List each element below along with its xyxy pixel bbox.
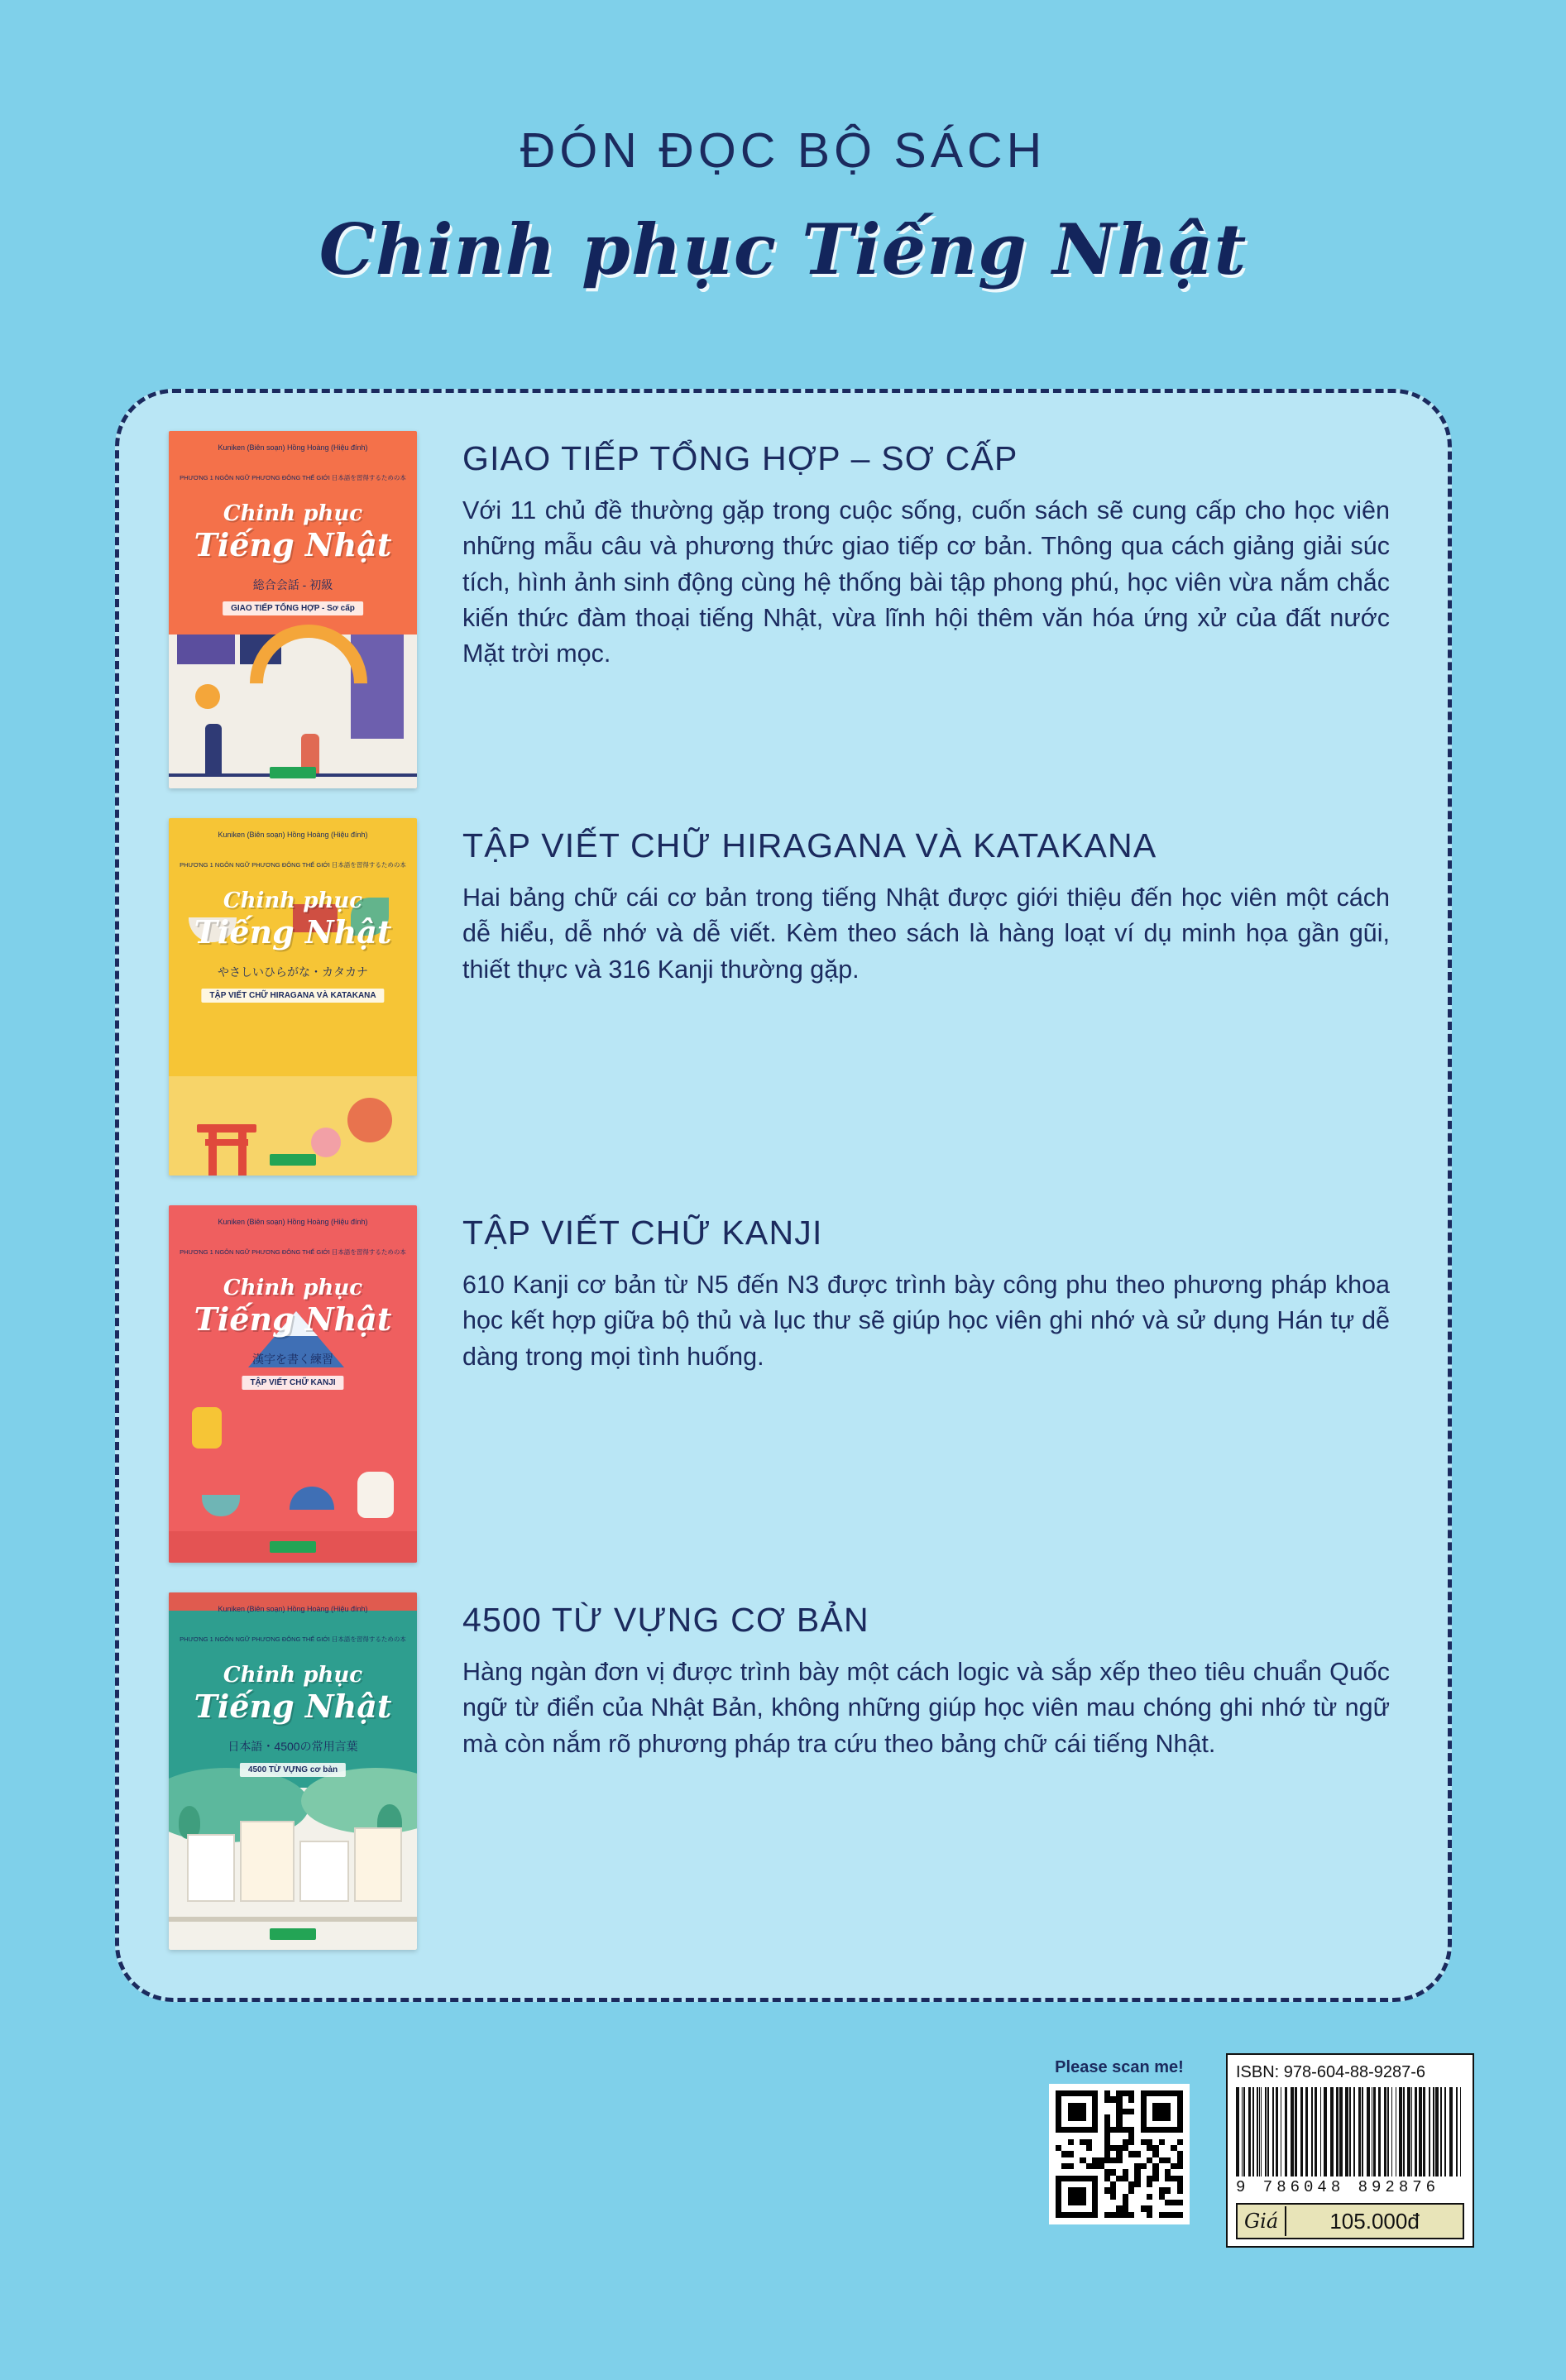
cover-series-title: [169, 502, 417, 563]
cover-japanese-title: 総合会話 - 初級: [252, 578, 333, 591]
book-description: 610 Kanji cơ bản từ N5 đến N3 được trình bày công phu theo phương pháp khoa học kết hợp giữa bộ thủ và lục thư sẽ giúp học viên ghi nhớ và sử dụng Hán tự dễ dàng trong mọi tình huống.: [462, 1271, 1390, 1371]
book-item: [169, 1205, 1398, 1563]
cover-title-line1: Chinh phục: [223, 888, 363, 913]
cover-japanese-title: やさしいひらがな・カタカナ: [218, 965, 368, 979]
book-text-block: [417, 1592, 1398, 1762]
cover-author: Kuniken (Biên soạn) Hồng Hoàng (Hiệu đính): [218, 1218, 368, 1226]
cover-title-line1: Chinh phục: [223, 1276, 363, 1300]
cover-label: GIAO TIẾP TỔNG HỢP - Sơ cấp: [223, 601, 363, 615]
book-cover-3: [169, 1205, 417, 1563]
page-header: [0, 0, 1566, 290]
book-item: [169, 818, 1398, 1176]
book-description: Với 11 chủ đề thường gặp trong cuộc sống, cuốn sách sẽ cung cấp cho học viên những mẫu câu và phương thức giao tiếp cơ bản. Thông qua cách giảng giải súc tích, hình ảnh sinh động cùng hệ thống bài tập phong phú, học viên vừa nắm chắc kiến thức đàm thoại tiếng Nhật, vừa lĩnh hội thêm văn hóa ứng xử của đất nước Mặt trời mọc.: [462, 496, 1390, 668]
isbn-text: ISBN: 978-604-88-9287-6: [1236, 2063, 1426, 2081]
publisher-logo: [270, 1928, 316, 1940]
cover-japanese-title: 漢字を書く練習: [252, 1353, 333, 1366]
cover-subtitle: PHƯƠNG 1 NGÔN NGỮ PHƯƠNG ĐÔNG THẾ GIỚI 日本語を習得するための本: [180, 474, 406, 481]
publisher-logo: [270, 767, 316, 778]
cover-title-line2: Tiếng Nhật: [194, 1688, 392, 1726]
price-label: Giá: [1238, 2206, 1286, 2236]
book-text-block: [417, 431, 1398, 672]
book-title: 4500 TỪ VỰNG CƠ BẢN: [462, 1601, 869, 1639]
book-description: Hàng ngàn đơn vị được trình bày một cách logic và sắp xếp theo tiêu chuẩn Quốc ngữ từ điển của Nhật Bản, không những giúp học viên mau chóng ghi nhớ từ ngữ mà còn nắm rõ phương pháp tra cứu theo bảng chữ cái tiếng Nhật.: [462, 1658, 1390, 1758]
barcode-digits: 9 786048 892876: [1236, 2178, 1440, 2196]
cover-subtitle: PHƯƠNG 1 NGÔN NGỮ PHƯƠNG ĐÔNG THẾ GIỚI 日本語を習得するための本: [180, 1635, 406, 1643]
cover-label: TẬP VIẾT CHỮ KANJI: [242, 1376, 343, 1390]
book-cover-1: [169, 431, 417, 788]
books-panel: [115, 389, 1452, 2002]
qr-block: [1045, 2058, 1194, 2224]
cover-label: TẬP VIẾT CHỮ HIRAGANA VÀ KATAKANA: [201, 989, 384, 1003]
cover-author: Kuniken (Biên soạn) Hồng Hoàng (Hiệu đính): [218, 1605, 368, 1613]
cover-series-title: [169, 1276, 417, 1338]
book-text-block: [417, 1205, 1398, 1375]
book-cover-2: [169, 818, 417, 1176]
cover-title-line2: Tiếng Nhật: [194, 1300, 392, 1338]
barcode: [1236, 2087, 1464, 2176]
publisher-logo: [270, 1154, 316, 1166]
qr-code[interactable]: [1049, 2084, 1190, 2224]
cover-series-title: [169, 889, 417, 951]
cover-author: Kuniken (Biên soạn) Hồng Hoàng (Hiệu đính): [218, 443, 368, 452]
isbn-block: [1226, 2053, 1474, 2248]
header-eyebrow: ĐÓN ĐỌC BỘ SÁCH: [520, 123, 1046, 178]
series-title: Chinh phục Tiếng Nhật: [318, 208, 1248, 290]
book-cover-4: [169, 1592, 417, 1950]
cover-series-title: [169, 1664, 417, 1725]
price-bar: [1236, 2203, 1464, 2239]
cover-japanese-title: 日本語・4500の常用言葉: [227, 1740, 358, 1753]
book-description: Hai bảng chữ cái cơ bản trong tiếng Nhật được giới thiệu đến học viên một cách dễ hiểu, dễ nhớ và dễ viết. Kèm theo sách là hàng loạt ví dụ minh họa gần gũi, thiết thực và 316 Kanji thường gặp.: [462, 884, 1390, 984]
publisher-logo: [270, 1541, 316, 1553]
cover-subtitle: PHƯƠNG 1 NGÔN NGỮ PHƯƠNG ĐÔNG THẾ GIỚI 日本語を習得するための本: [180, 861, 406, 869]
price-value: 105.000đ: [1329, 2208, 1420, 2234]
cover-subtitle: PHƯƠNG 1 NGÔN NGỮ PHƯƠNG ĐÔNG THẾ GIỚI 日本語を習得するための本: [180, 1248, 406, 1256]
page-footer: [0, 2043, 1566, 2341]
book-title: TẬP VIẾT CHỮ HIRAGANA VÀ KATAKANA: [462, 826, 1157, 864]
qr-grid: [1056, 2090, 1183, 2218]
book-title: GIAO TIẾP TỔNG HỢP – SƠ CẤP: [462, 439, 1018, 477]
cover-author: Kuniken (Biên soạn) Hồng Hoàng (Hiệu đính): [218, 831, 368, 839]
cover-label: 4500 TỪ VỰNG cơ bản: [240, 1763, 346, 1777]
book-text-block: [417, 818, 1398, 988]
cover-title-line1: Chinh phục: [223, 1663, 363, 1688]
cover-title-line2: Tiếng Nhật: [194, 526, 392, 564]
qr-label: Please scan me!: [1055, 2058, 1184, 2076]
cover-title-line1: Chinh phục: [223, 501, 363, 526]
book-title: TẬP VIẾT CHỮ KANJI: [462, 1214, 823, 1252]
book-item: [169, 431, 1398, 788]
book-item: [169, 1592, 1398, 1950]
cover-title-line2: Tiếng Nhật: [194, 913, 392, 951]
